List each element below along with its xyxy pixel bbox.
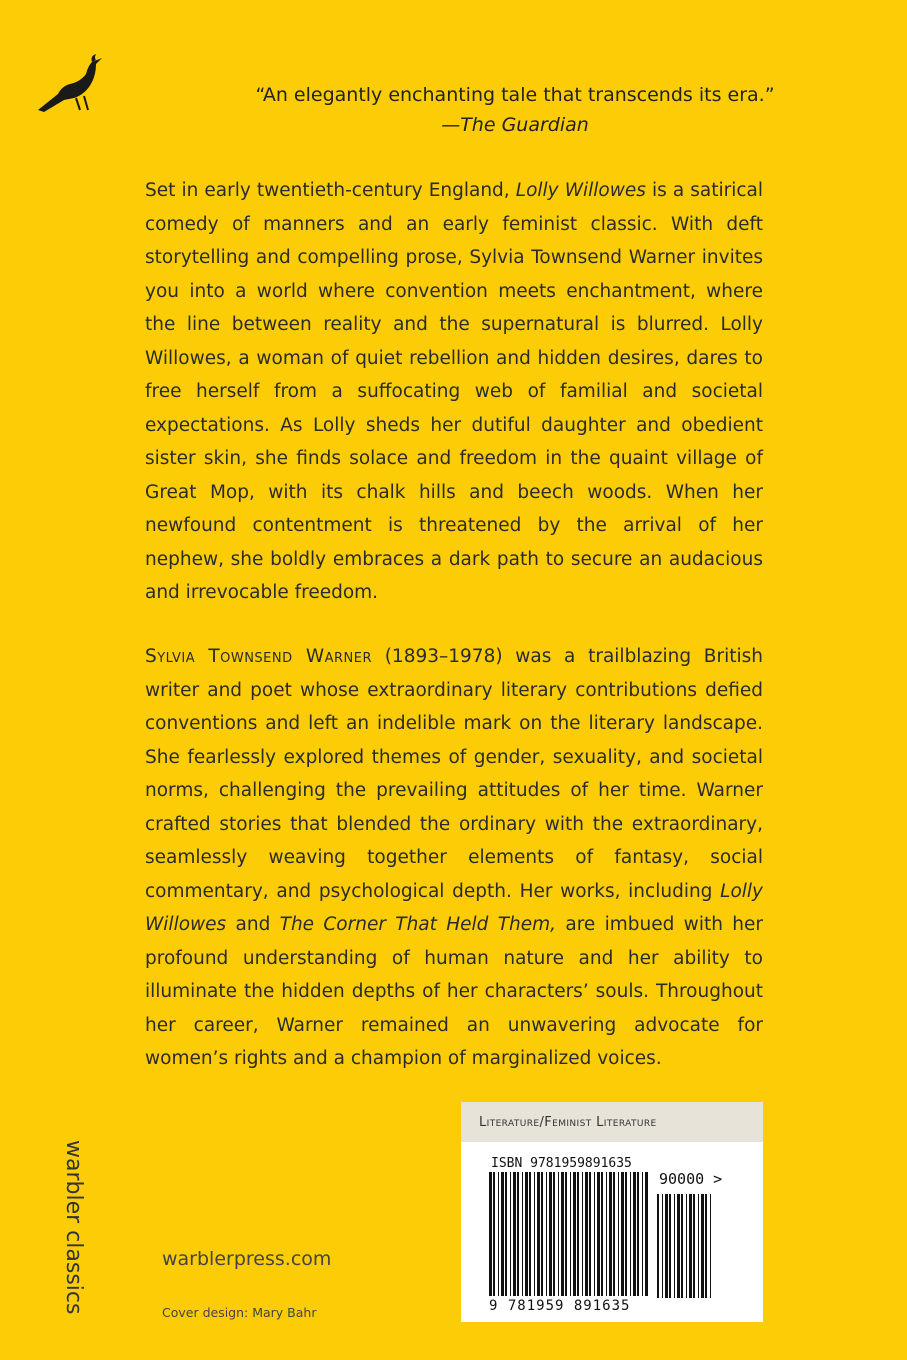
- barcode-stripe: [501, 1172, 504, 1296]
- barcode-stripe: [633, 1172, 636, 1296]
- barcode-stripe: [493, 1172, 495, 1296]
- barcode-stripe: [665, 1194, 668, 1298]
- spine-publisher-text: warbler classics: [61, 1140, 86, 1315]
- warbler-bird-logo: [36, 52, 104, 114]
- barcode-stripe: [662, 1194, 663, 1298]
- barcode-stripe: [630, 1172, 631, 1296]
- barcode-stripe: [609, 1172, 612, 1296]
- author-name: Sylvia Townsend Warner: [145, 646, 373, 667]
- author-bio: [145, 640, 763, 1076]
- blurb-intro: Set in early twentieth-century England,: [145, 180, 516, 201]
- barcode-stripe: [674, 1194, 675, 1298]
- website-link[interactable]: warblerpress.com: [162, 1248, 332, 1270]
- barcode-stripe: [597, 1172, 600, 1296]
- barcode-stripe: [585, 1172, 588, 1296]
- barcode-stripe: [498, 1172, 499, 1296]
- price-barcode: [657, 1194, 717, 1298]
- barcode-stripe: [546, 1172, 547, 1296]
- bio-work1: Lolly Willowes: [145, 880, 763, 935]
- isbn-barcode: [489, 1172, 649, 1298]
- barcode-stripe: [601, 1172, 603, 1296]
- bio-and: and: [226, 914, 280, 935]
- barcode-panel: [461, 1102, 763, 1322]
- barcode-stripe: [686, 1194, 687, 1298]
- blurb-title: Lolly Willowes: [515, 180, 646, 201]
- barcode-stripe: [517, 1172, 519, 1296]
- barcode-stripe: [529, 1172, 531, 1296]
- barcode-stripe: [582, 1172, 583, 1296]
- barcode-stripe: [689, 1194, 692, 1298]
- barcode-stripe: [710, 1194, 711, 1298]
- barcode-stripe: [558, 1172, 559, 1296]
- cover-design-credit: Cover design: Mary Bahr: [162, 1305, 317, 1320]
- barcode-stripe: [522, 1172, 523, 1296]
- barcode-stripe: [681, 1194, 683, 1298]
- barcode-stripe: [594, 1172, 595, 1296]
- barcode-stripe: [701, 1194, 704, 1298]
- quote-text: “An elegantly enchanting tale that transcends its era.”: [255, 84, 775, 106]
- barcode-stripe: [657, 1194, 659, 1298]
- barcode-stripe: [698, 1194, 699, 1298]
- bio-part1: (1893–1978) was a trailblazing British writer and poet whose extraordinary literary contributions defied conventions and left an indelible mark on the literary landscape. She fearlessly explored themes of gender, sexuality, and societal norms, challenging the prevailing attitudes of her time. Warner crafted stories that blended the ordinary with the extraordinary, seamlessly weaving together elements of fantasy, social commentary, and psychological depth. Her works, including: [145, 646, 763, 902]
- barcode-stripe: [637, 1172, 639, 1296]
- barcode-stripe: [553, 1172, 555, 1296]
- barcode-stripe: [573, 1172, 576, 1296]
- barcode-stripe: [642, 1172, 643, 1296]
- barcode-stripe: [693, 1194, 695, 1298]
- blurb-body: is a satirical comedy of manners and an early feminist classic. With deft storytelling and compelling prose, Sylvia Townsend Warner invites you into a world where convention meets enchantment, where the line between reality and the supernatural is blurred. Lolly Willowes, a woman of quiet rebellion and hidden desires, dares to free herself from a suffocating web of familial and societal expectations. As Lolly sheds her dutiful daughter and obedient sister skin, she finds solace and freedom in the quaint village of Great Mop, with its chalk hills and beech woods. When her newfound contentment is threatened by the arrival of her nephew, she boldly embraces a dark path to secure an audacious and irrevocable freedom.: [145, 180, 763, 603]
- barcode-stripe: [570, 1172, 571, 1296]
- bio-work2: The Corner That Held Them,: [279, 914, 557, 935]
- barcode-stripe: [534, 1172, 535, 1296]
- barcode-stripe: [705, 1194, 707, 1298]
- barcode-stripe: [525, 1172, 528, 1296]
- price-code: 90000 >: [659, 1170, 723, 1188]
- barcode-stripe: [589, 1172, 591, 1296]
- isbn-label: ISBN 9781959891635: [491, 1156, 632, 1171]
- barcode-stripe: [513, 1172, 516, 1296]
- barcode-stripe: [669, 1194, 671, 1298]
- barcode-stripe: [541, 1172, 543, 1296]
- barcode-stripe: [565, 1172, 567, 1296]
- barcode-stripe: [677, 1194, 680, 1298]
- barcode-stripe: [537, 1172, 540, 1296]
- category-label: Literature/Feminist Literature: [461, 1102, 763, 1142]
- barcode-stripe: [489, 1172, 492, 1296]
- barcode-stripe: [505, 1172, 507, 1296]
- quote-source: —The Guardian: [441, 114, 589, 136]
- barcode-stripe: [645, 1172, 648, 1296]
- isbn-digits: 9 781959 891635: [489, 1298, 631, 1314]
- barcode-stripe: [577, 1172, 579, 1296]
- review-quote: [130, 80, 900, 140]
- book-blurb: [145, 174, 763, 610]
- barcode-stripe: [549, 1172, 552, 1296]
- barcode-stripe: [561, 1172, 564, 1296]
- barcode-stripe: [618, 1172, 619, 1296]
- barcode-stripe: [613, 1172, 615, 1296]
- barcode-stripe: [621, 1172, 624, 1296]
- barcode-stripe: [606, 1172, 607, 1296]
- barcode-stripe: [625, 1172, 627, 1296]
- bio-part2: are imbued with her profound understanding of human nature and her ability to illuminate the hidden depths of her characters’ souls. Throughout her career, Warner remained an unwavering advocate for women’s rights and a champion of marginalized voices.: [145, 914, 763, 1069]
- barcode-stripe: [510, 1172, 511, 1296]
